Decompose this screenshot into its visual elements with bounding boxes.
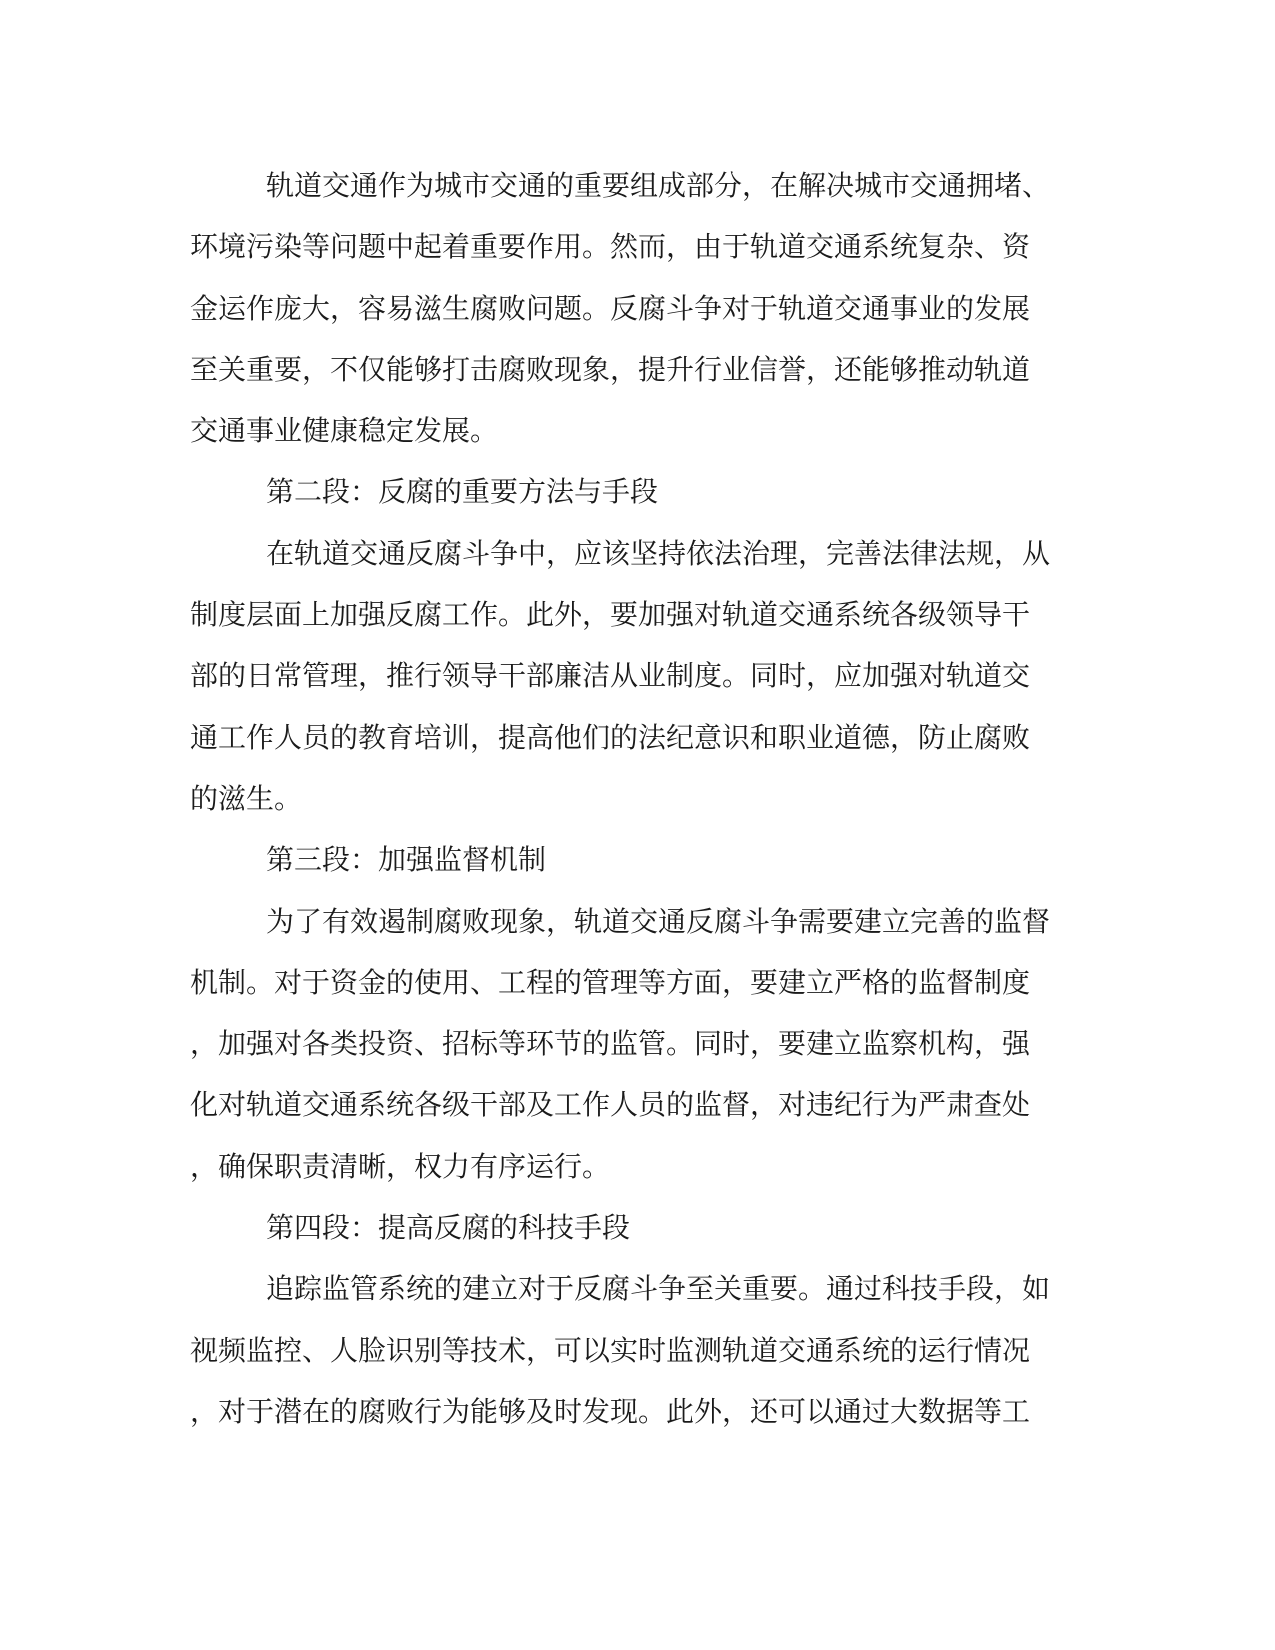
text-line: 的滋生。 <box>190 781 303 815</box>
text-line: ，确保职责清晰，权力有序运行。 <box>190 1149 611 1183</box>
text-line: 追踪监管系统的建立对于反腐斗争至关重要。通过科技手段，如 <box>266 1272 1051 1306</box>
text-line: 视频监控、人脸识别等技术，可以实时监测轨道交通系统的运行情况 <box>190 1333 1031 1367</box>
text-line: 至关重要，不仅能够打击腐败现象，提升行业信誉，还能够推动轨道 <box>190 352 1031 386</box>
text-line: ，加强对各类投资、招标等环节的监管。同时，要建立监察机构，强 <box>190 1027 1031 1061</box>
text-line: 交通事业健康稳定发展。 <box>190 414 499 448</box>
text-line: 化对轨道交通系统各级干部及工作人员的监督，对违纪行为严肃查处 <box>190 1088 1031 1122</box>
text-line: 部的日常管理，推行领导干部廉洁从业制度。同时，应加强对轨道交 <box>190 659 1031 693</box>
text-line: 金运作庞大，容易滋生腐败问题。反腐斗争对于轨道交通事业的发展 <box>190 291 1031 325</box>
text-line: 机制。对于资金的使用、工程的管理等方面，要建立严格的监督制度 <box>190 965 1031 999</box>
section-heading: 第四段：提高反腐的科技手段 <box>266 1211 631 1245</box>
text-line: 在轨道交通反腐斗争中，应该坚持依法治理，完善法律法规，从 <box>266 536 1051 570</box>
section-heading: 第二段：反腐的重要方法与手段 <box>266 475 659 509</box>
text-line: 环境污染等问题中起着重要作用。然而，由于轨道交通系统复杂、资 <box>190 230 1031 264</box>
section-heading: 第三段：加强监督机制 <box>266 843 547 877</box>
text-line: 为了有效遏制腐败现象，轨道交通反腐斗争需要建立完善的监督 <box>266 904 1051 938</box>
text-line: ，对于潜在的腐败行为能够及时发现。此外，还可以通过大数据等工 <box>190 1394 1031 1428</box>
text-line: 通工作人员的教育培训，提高他们的法纪意识和职业道德，防止腐败 <box>190 720 1031 754</box>
text-line: 轨道交通作为城市交通的重要组成部分，在解决城市交通拥堵、 <box>266 169 1051 202</box>
document-body <box>190 155 1070 1442</box>
text-line: 制度层面上加强反腐工作。此外，要加强对轨道交通系统各级领导干 <box>190 598 1031 632</box>
